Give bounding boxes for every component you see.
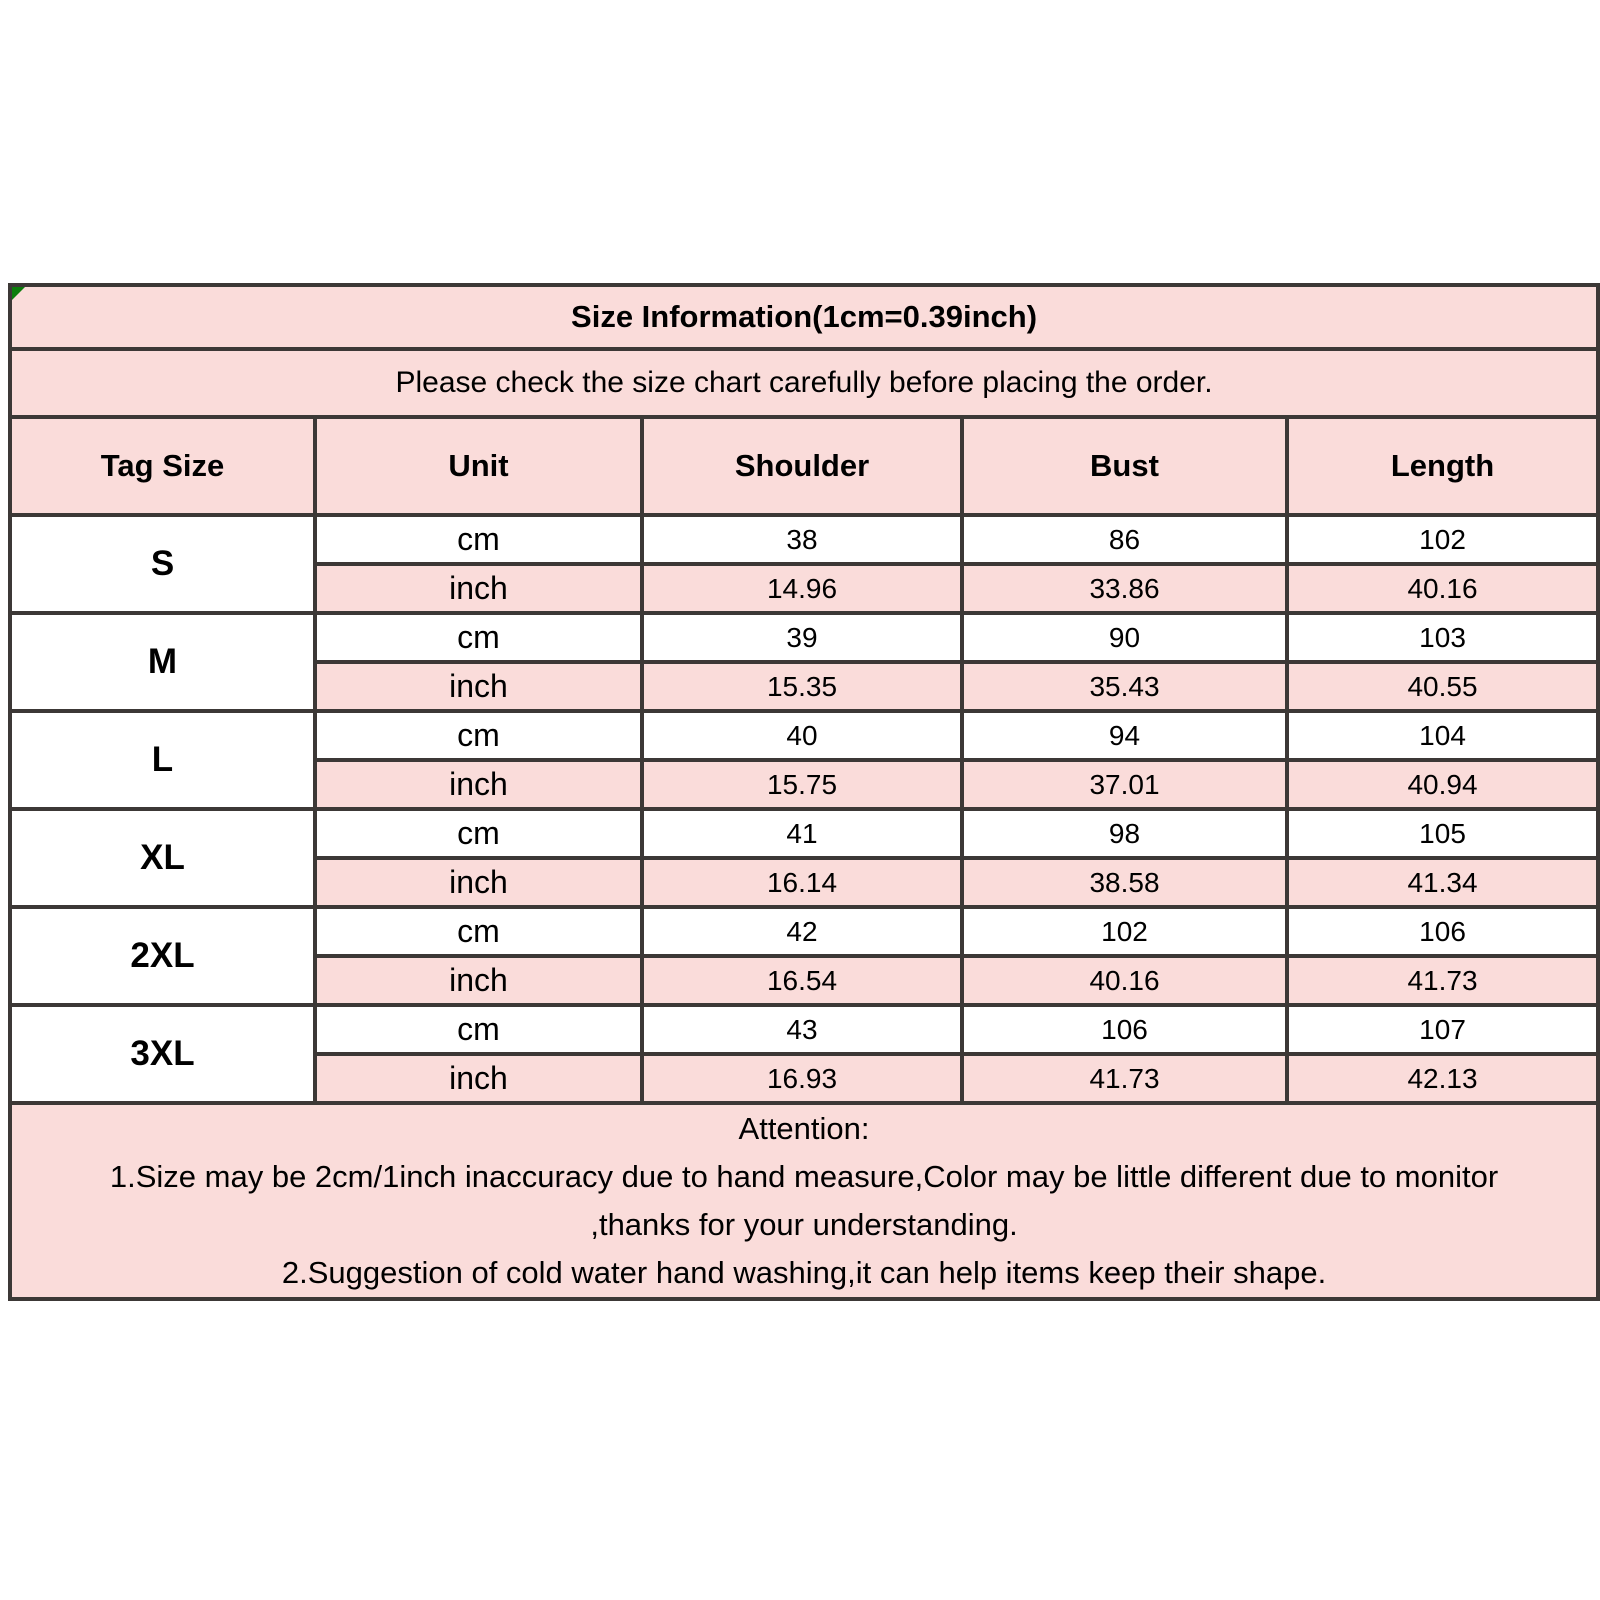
shoulder-cm-value: 43 xyxy=(642,1005,962,1054)
length-cm-value: 104 xyxy=(1287,711,1598,760)
length-cm-value: 105 xyxy=(1287,809,1598,858)
table-row-l-cm xyxy=(10,711,1598,760)
size-table xyxy=(8,283,1600,1301)
page-title: Size Information(1cm=0.39inch) xyxy=(10,285,1598,349)
bust-inch-value: 38.58 xyxy=(962,858,1287,907)
bust-cm-value: 106 xyxy=(962,1005,1287,1054)
shoulder-inch-value: 15.35 xyxy=(642,662,962,711)
bust-inch-value: 37.01 xyxy=(962,760,1287,809)
subtitle-note: Please check the size chart carefully before placing the order. xyxy=(10,349,1598,417)
table-row-xl-cm xyxy=(10,809,1598,858)
unit-cell: inch xyxy=(315,760,642,809)
attention-heading: Attention: xyxy=(738,1111,870,1146)
shoulder-inch-value: 16.93 xyxy=(642,1054,962,1103)
unit-cell: cm xyxy=(315,1005,642,1054)
table-row-3xl-cm xyxy=(10,1005,1598,1054)
tag-size-cell-m: M xyxy=(10,613,315,711)
tag-size-cell-3xl: 3XL xyxy=(10,1005,315,1103)
length-inch-value: 41.73 xyxy=(1287,956,1598,1005)
tag-size-cell-l: L xyxy=(10,711,315,809)
unit-cell: cm xyxy=(315,515,642,564)
shoulder-cm-value: 39 xyxy=(642,613,962,662)
unit-cell: cm xyxy=(315,907,642,956)
corner-marker-icon xyxy=(12,287,25,300)
shoulder-inch-value: 14.96 xyxy=(642,564,962,613)
bust-inch-value: 35.43 xyxy=(962,662,1287,711)
length-cm-value: 107 xyxy=(1287,1005,1598,1054)
length-inch-value: 41.34 xyxy=(1287,858,1598,907)
table-row-2xl-cm xyxy=(10,907,1598,956)
attention-line-3: 2.Suggestion of cold water hand washing,it can help items keep their shape. xyxy=(281,1255,1327,1290)
tag-size-cell-2xl: 2XL xyxy=(10,907,315,1005)
length-inch-value: 42.13 xyxy=(1287,1054,1598,1103)
length-cm-value: 106 xyxy=(1287,907,1598,956)
unit-cell: inch xyxy=(315,956,642,1005)
column-header-bust: Bust xyxy=(962,417,1287,515)
unit-cell: inch xyxy=(315,1054,642,1103)
length-inch-value: 40.94 xyxy=(1287,760,1598,809)
attention-line-1: 1.Size may be 2cm/1inch inaccuracy due to hand measure,Color may be little different due to monitor xyxy=(109,1159,1499,1194)
unit-cell: cm xyxy=(315,809,642,858)
shoulder-cm-value: 41 xyxy=(642,809,962,858)
column-header-unit: Unit xyxy=(315,417,642,515)
bust-cm-value: 102 xyxy=(962,907,1287,956)
bust-cm-value: 94 xyxy=(962,711,1287,760)
shoulder-cm-value: 38 xyxy=(642,515,962,564)
unit-cell: inch xyxy=(315,662,642,711)
unit-cell: cm xyxy=(315,711,642,760)
length-inch-value: 40.16 xyxy=(1287,564,1598,613)
column-header-shoulder: Shoulder xyxy=(642,417,962,515)
size-chart-sheet xyxy=(8,283,1596,1301)
unit-cell: cm xyxy=(315,613,642,662)
bust-inch-value: 41.73 xyxy=(962,1054,1287,1103)
column-header-tag-size: Tag Size xyxy=(10,417,315,515)
bust-inch-value: 40.16 xyxy=(962,956,1287,1005)
shoulder-inch-value: 16.14 xyxy=(642,858,962,907)
bust-cm-value: 90 xyxy=(962,613,1287,662)
attention-row xyxy=(10,1103,1598,1299)
attention-note xyxy=(10,1103,1598,1299)
length-cm-value: 102 xyxy=(1287,515,1598,564)
length-inch-value: 40.55 xyxy=(1287,662,1598,711)
table-row-s-cm xyxy=(10,515,1598,564)
tag-size-cell-s: S xyxy=(10,515,315,613)
shoulder-inch-value: 15.75 xyxy=(642,760,962,809)
bust-inch-value: 33.86 xyxy=(962,564,1287,613)
column-header-length: Length xyxy=(1287,417,1598,515)
attention-line-2: ,thanks for your understanding. xyxy=(590,1207,1018,1242)
subtitle-row xyxy=(10,349,1598,417)
shoulder-cm-value: 40 xyxy=(642,711,962,760)
tag-size-cell-xl: XL xyxy=(10,809,315,907)
title-row xyxy=(10,285,1598,349)
unit-cell: inch xyxy=(315,858,642,907)
bust-cm-value: 86 xyxy=(962,515,1287,564)
shoulder-inch-value: 16.54 xyxy=(642,956,962,1005)
bust-cm-value: 98 xyxy=(962,809,1287,858)
column-header-row xyxy=(10,417,1598,515)
length-cm-value: 103 xyxy=(1287,613,1598,662)
shoulder-cm-value: 42 xyxy=(642,907,962,956)
table-row-m-cm xyxy=(10,613,1598,662)
unit-cell: inch xyxy=(315,564,642,613)
